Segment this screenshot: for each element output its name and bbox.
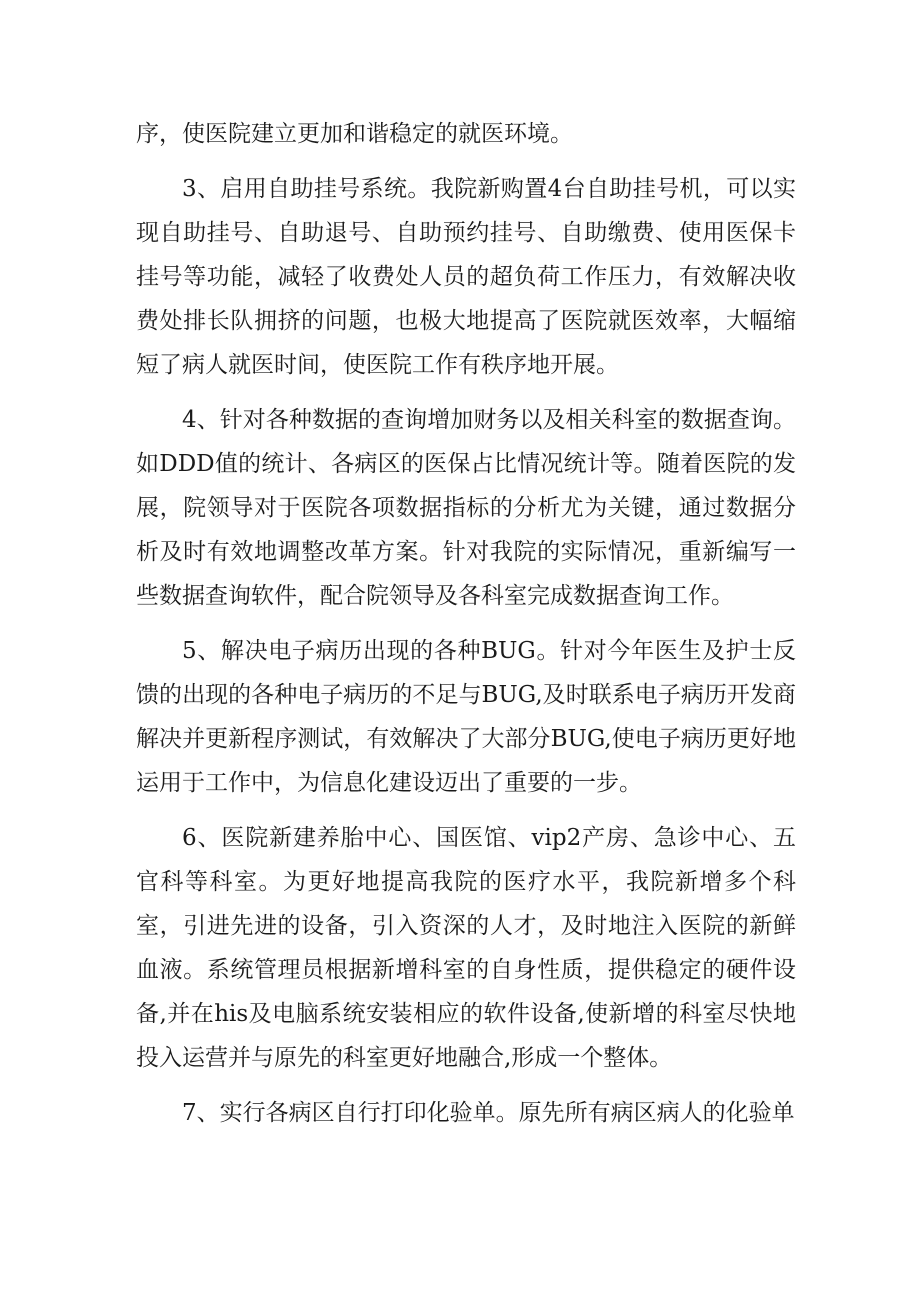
paragraph-item-7: 7、实行各病区自行打印化验单。原先所有病区病人的化验单 bbox=[182, 1100, 795, 1126]
paragraph-item-6: 6、医院新建养胎中心、国医馆、vip2产房、急诊中心、五官科等科室。为更好地提高我院的医疗水平，我院新增多个科室，引进先进的设备，引入资深的人才，及时地注入医院的新鲜血液。系统管理员根据新增科室的自身性质，提供稳定的硬件设备,并在his及电脑系统安装相应的软件设备,使新增的科室尽快地投入运营并与原先的科室更好地融合,形成一个整体。 bbox=[136, 825, 796, 1071]
document-body bbox=[136, 112, 796, 1146]
paragraph-continuation: 序，使医院建立更加和谐稳定的就医环境。 bbox=[136, 121, 573, 147]
paragraph-item-4: 4、针对各种数据的查询增加财务以及相关科室的数据查询。如DDD值的统计、各病区的医保占比情况统计等。随着医院的发展，院领导对于医院各项数据指标的分析尤为关键，通过数据分析及时有效地调整改革方案。针对我院的实际情况，重新编写一些数据查询软件，配合院领导及各科室完成数据查询工作。 bbox=[136, 407, 796, 609]
paragraph-item-5: 5、解决电子病历出现的各种BUG。针对今年医生及护士反馈的出现的各种电子病历的不足与BUG,及时联系电子病历开发商解决并更新程序测试，有效解决了大部分BUG,使电子病历更好地运用于工作中，为信息化建设迈出了重要的一步。 bbox=[136, 638, 796, 796]
paragraph-item-3: 3、启用自助挂号系统。我院新购置4台自助挂号机，可以实现自助挂号、自助退号、自助预约挂号、自助缴费、使用医保卡挂号等功能，减轻了收费处人员的超负荷工作压力，有效解决收费处排长队拥挤的问题，也极大地提高了医院就医效率，大幅缩短了病人就医时间，使医院工作有秩序地开展。 bbox=[136, 176, 796, 378]
